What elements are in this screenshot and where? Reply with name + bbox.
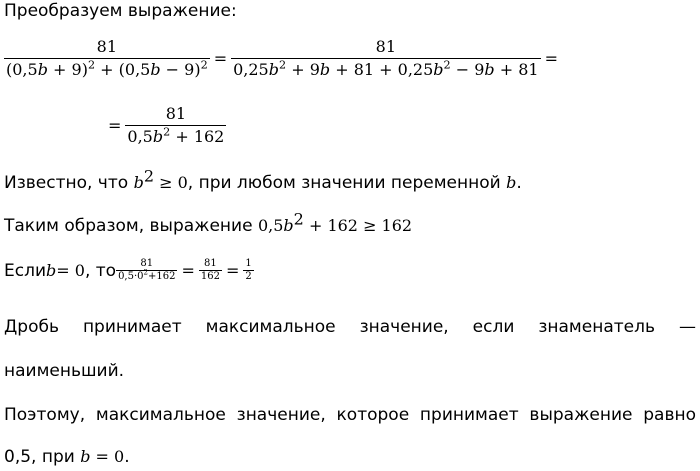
fraction-1 <box>4 36 210 81</box>
equation-row-2 <box>104 103 226 148</box>
paragraph-1-line-2: наименьший. <box>4 361 125 381</box>
if-statement: Если b = 0 , то $\frac{81}{0,5\cdot 0^2+162}$ = $\frac{81}{162}$ = $\frac{1}{2}$ <box>4 258 252 282</box>
equation-row-1 <box>4 36 562 81</box>
small-fraction-2: $\frac{81}{162}$ <box>200 258 220 282</box>
fraction-1-denominator: $(0,5b + 9)^2 + (0,5b - 9)^2$ <box>6 58 208 80</box>
intro-text: Преобразуем выражение: <box>4 1 237 21</box>
small-fraction-1: $\frac{81}{0,5\cdot 0^2+162}$ <box>118 258 176 282</box>
known-statement: Известно, что $b^2 \ge 0$, при любом значении переменной b. <box>4 166 522 193</box>
thus-statement: Таким образом, выражение $0,5b^2 + 162 \ge 162$ <box>4 209 413 236</box>
equals-sign: = <box>108 116 122 136</box>
equals-sign: = <box>213 49 228 69</box>
fraction-2-numerator: 81 <box>375 37 397 56</box>
fraction-2 <box>231 36 540 81</box>
equals-sign: = <box>544 49 558 69</box>
small-fraction-3: $\frac{1}{2}$ <box>245 258 252 282</box>
fraction-2-denominator: $0,25b^2 + 9b + 81 + 0,25b^2 - 9b + 81$ <box>233 58 539 80</box>
paragraph-1-line-1: Дробь принимает максимальное значение, если знаменатель — <box>4 317 696 337</box>
final-statement: 0,5, при b = 0. <box>4 447 130 467</box>
fraction-3 <box>125 103 226 148</box>
fraction-1-numerator: 81 <box>96 37 118 56</box>
fraction-3-numerator: 81 <box>165 104 187 123</box>
fraction-3-denominator: $0,5b^2 + 162$ <box>127 125 225 147</box>
paragraph-2-line-1: Поэтому, максимальное значение, которое принимает выражение равно <box>4 405 696 425</box>
